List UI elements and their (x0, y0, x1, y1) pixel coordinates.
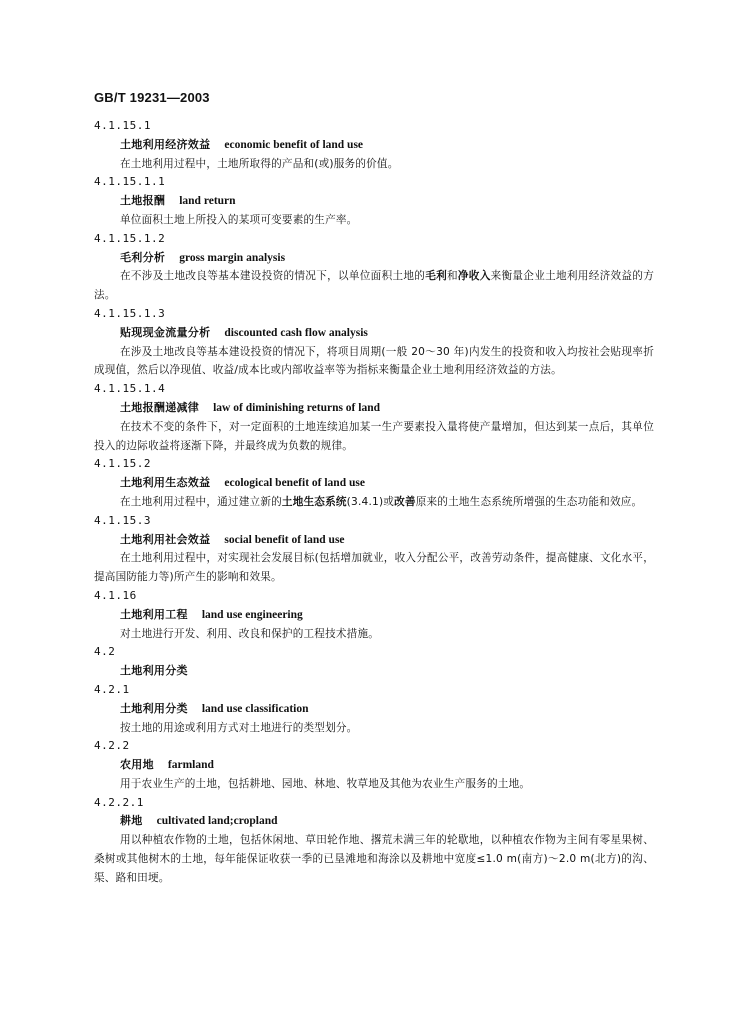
clause-number: 4.1.15.1.4 (94, 382, 166, 396)
term-definition: 按土地的用途或利用方式对土地进行的类型划分。 (120, 721, 358, 734)
term-english: land return (179, 195, 236, 208)
term-english: ecological benefit of land use (224, 477, 365, 490)
term-english: discounted cash flow analysis (224, 326, 368, 339)
term-definition: 用以种植农作物的土地，包括休闲地、草田轮作地、撂荒未满三年的轮歇地，以种植农作物为主间有零星果树、桑树或其他树木的土地，每年能保证收获一季的已垦滩地和海涂以及耕地中宽度≤1.0 m(南方)～2.0 m(北方)的沟、渠、路和田埂。 (94, 834, 654, 884)
term-chinese: 土地利用分类 (120, 701, 188, 715)
term-definition: 在土地利用过程中，对实现社会发展目标(包括增加就业，收入分配公平，改善劳动条件，提高健康、文化水平，提高国防能力等)所产生的影响和效果。 (94, 552, 654, 584)
term-line (94, 756, 654, 775)
definition-text: (3.4.1)或 (346, 495, 395, 508)
term-entry (94, 455, 654, 511)
term-line (94, 531, 654, 550)
clause-number: 4.1.15.1.1 (94, 175, 166, 189)
term-definition: 单位面积土地上所投入的某项可变要素的生产率。 (120, 213, 358, 226)
clause-number: 4.2.2 (94, 739, 130, 753)
clause-number: 4.1.15.2 (94, 457, 151, 471)
definition-text: 在土地利用过程中，通过建立新的 (120, 495, 282, 508)
term-line (94, 606, 654, 625)
term-chinese: 毛利分析 (120, 250, 166, 264)
term-entry (94, 117, 654, 173)
cross-reference-term: 净收入 (457, 270, 491, 283)
term-english: economic benefit of land use (224, 138, 364, 151)
term-english: cultivated land;cropland (156, 815, 278, 828)
clause-number: 4.2.1 (94, 682, 130, 696)
term-line (94, 324, 654, 343)
term-chinese: 耕地 (120, 814, 143, 828)
term-definition: 在涉及土地改良等基本建设投资的情况下，将项目周期(一般 20～30 年)内发生的投资和收入均按社会贴现率折成现值，然后以净现值、收益/成本比或内部收益率等为指标来衡量企业土地利用经济效益的方法。 (94, 345, 654, 377)
term-entry (94, 681, 654, 737)
term-definition (94, 267, 654, 305)
term-english: land use classification (201, 702, 309, 715)
term-chinese: 土地利用经济效益 (120, 137, 211, 151)
term-english: gross margin analysis (179, 251, 286, 264)
term-chinese: 土地报酬递减律 (120, 400, 200, 414)
term-definition: 在土地利用过程中，土地所取得的产品和(或)服务的价值。 (120, 157, 399, 170)
term-entry (94, 737, 654, 793)
term-chinese: 土地利用社会效益 (120, 532, 211, 546)
definition-text: 来衡量企业土地利用经济效益的方法。 (94, 270, 654, 302)
term-line (94, 136, 654, 155)
term-line (94, 249, 654, 268)
definition-text: 在不涉及土地改良等基本建设投资的情况下，以单位面积土地的 (120, 270, 426, 283)
term-line (94, 474, 654, 493)
definition-text: 和 (447, 270, 458, 283)
term-chinese: 农用地 (120, 758, 154, 772)
term-line (94, 700, 654, 719)
term-definition: 用于农业生产的土地，包括耕地、园地、林地、牧草地及其他为农业生产服务的土地。 (120, 777, 531, 790)
term-chinese: 土地报酬 (120, 194, 166, 208)
term-definition: 对土地进行开发、利用、改良和保护的工程技术措施。 (120, 627, 380, 640)
clause-number: 4.1.15.1.3 (94, 306, 166, 320)
term-chinese: 土地利用生态效益 (120, 476, 211, 490)
section-entry (94, 643, 654, 681)
cross-reference-term: 土地生态系统 (281, 495, 347, 508)
term-entry (94, 794, 654, 888)
term-chinese: 土地利用工程 (120, 607, 188, 621)
term-line (94, 399, 654, 418)
term-chinese: 贴现现金流量分析 (120, 325, 211, 339)
clause-number: 4.1.16 (94, 588, 137, 602)
term-entry (94, 587, 654, 643)
term-line (94, 812, 654, 831)
term-entry (94, 380, 654, 455)
term-english: law of diminishing returns of land (213, 401, 380, 414)
term-definition (94, 493, 654, 512)
term-english: land use engineering (201, 608, 303, 621)
term-english: social benefit of land use (224, 533, 345, 546)
section-heading (94, 662, 654, 681)
cross-reference-term: 毛利 (425, 270, 447, 283)
clause-number: 4.2.2.1 (94, 795, 144, 809)
clause-number: 4.1.15.1.2 (94, 231, 166, 245)
clause-number: 4.2 (94, 645, 116, 659)
cross-reference-term: 改善 (394, 495, 416, 508)
term-definition: 在技术不变的条件下，对一定面积的土地连续追加某一生产要素投入量将使产量增加，但达到某一点后，其单位投入的边际收益将逐渐下降，并最终成为负数的规律。 (94, 420, 654, 452)
definition-text: 原来的土地生态系统所增强的生态功能和效应。 (415, 495, 643, 508)
section-title: 土地利用分类 (120, 664, 188, 678)
standard-code-header: GB/T 19231—2003 (94, 90, 210, 105)
clause-number: 4.1.15.1 (94, 119, 151, 132)
terms-content (94, 117, 654, 888)
term-entry (94, 305, 654, 380)
term-line (94, 192, 654, 211)
clause-number: 4.1.15.3 (94, 513, 151, 527)
term-entry (94, 512, 654, 587)
term-entry (94, 230, 654, 305)
term-entry (94, 173, 654, 229)
term-english: farmland (167, 759, 214, 772)
